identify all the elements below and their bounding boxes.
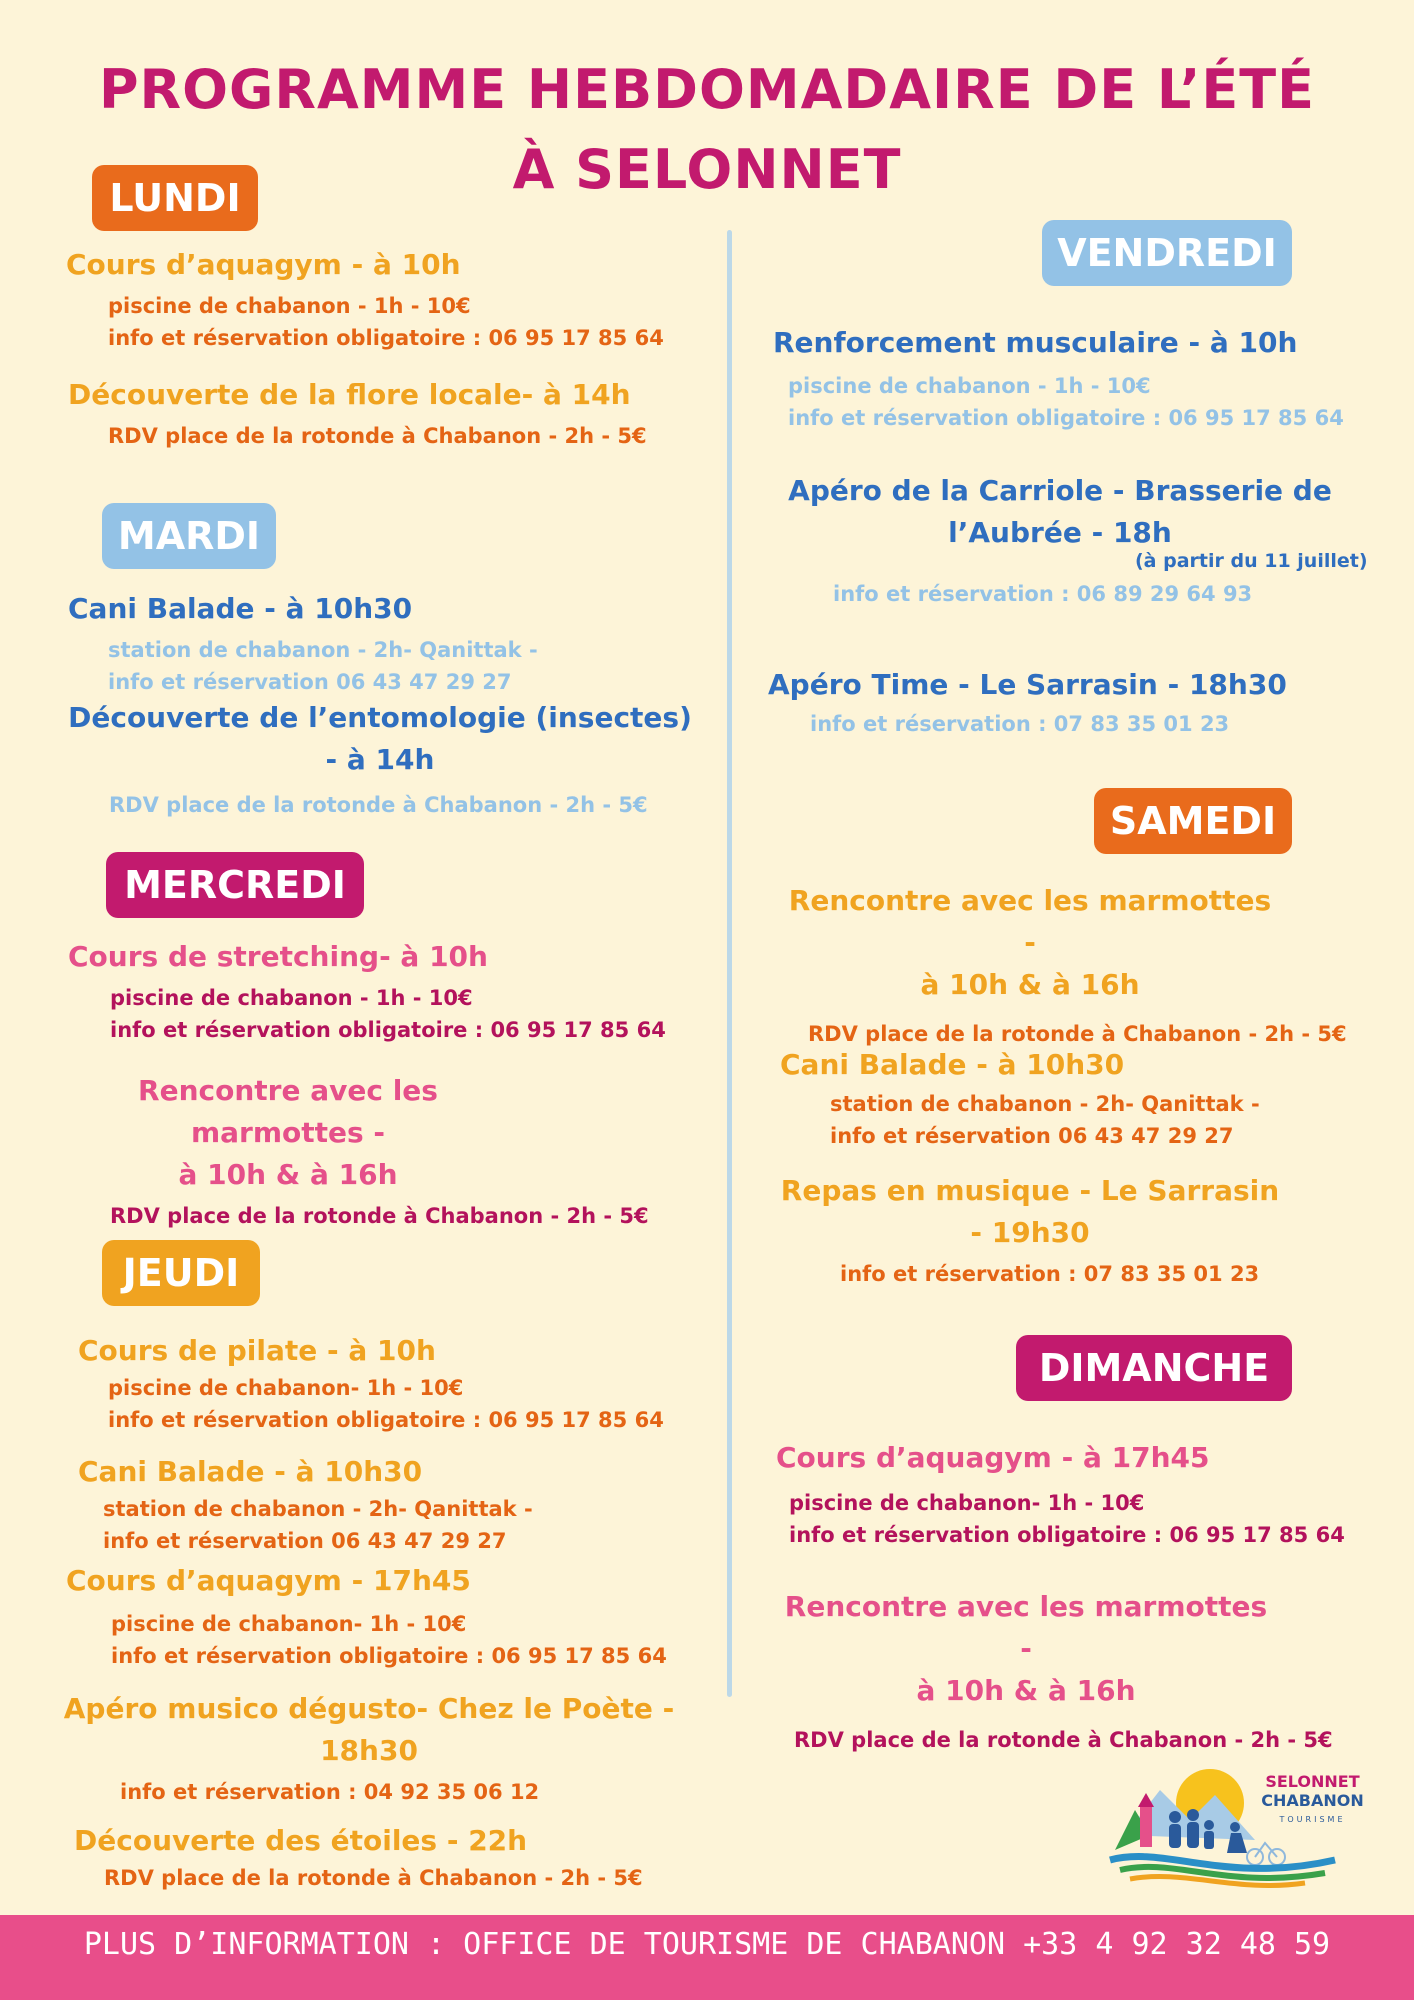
event-detail: RDV place de la rotonde à Chabanon - 2h - 5€ bbox=[808, 1022, 1347, 1046]
event-title: Découverte des étoiles - 22h bbox=[74, 1824, 528, 1857]
event-title: Cani Balade - à 10h30 bbox=[780, 1048, 1125, 1081]
event-detail: info et réservation obligatoire : 06 95 17 85 64 bbox=[108, 326, 664, 350]
event-detail: info et réservation obligatoire : 06 95 17 85 64 bbox=[789, 1523, 1345, 1547]
event-title: Apéro musico dégusto- Chez le Poète - bbox=[63, 1692, 675, 1725]
logo-line3: TOURISME bbox=[1279, 1815, 1346, 1824]
event-mardi-entomologie bbox=[60, 697, 700, 821]
footer-banner bbox=[0, 1915, 1414, 2000]
day-badge-samedi: SAMEDI bbox=[1094, 788, 1292, 854]
event-title: Rencontre avec les marmottes - bbox=[138, 1074, 438, 1149]
day-badge-lundi: LUNDI bbox=[92, 165, 258, 231]
event-detail: info et réservation obligatoire : 06 95 17 85 64 bbox=[110, 1018, 666, 1042]
event-title: Découverte de la flore locale- à 14h bbox=[68, 378, 631, 411]
page-title-line2: À SELONNET bbox=[512, 138, 902, 201]
event-detail: info et réservation 06 43 47 29 27 bbox=[108, 670, 512, 694]
event-dimanche-marmottes bbox=[776, 1586, 1333, 1756]
event-detail: piscine de chabanon - 1h - 10€ bbox=[108, 294, 471, 318]
event-jeudi-aquagym bbox=[66, 1560, 726, 1672]
event-title: à 10h & à 16h bbox=[178, 1158, 398, 1191]
cyclist-icon bbox=[1247, 1843, 1285, 1865]
event-dimanche-aquagym bbox=[776, 1437, 1396, 1551]
event-title: - à 14h bbox=[325, 743, 435, 776]
event-title: Apéro de la Carriole - Brasserie de bbox=[788, 474, 1332, 507]
day-badge-mardi: MARDI bbox=[102, 503, 276, 569]
event-samedi-cani-balade bbox=[780, 1044, 1400, 1152]
event-lundi-aquagym bbox=[66, 244, 706, 354]
event-title: Découverte de l’entomologie (insectes) bbox=[68, 701, 692, 734]
day-badge-mercredi: MERCREDI bbox=[106, 852, 364, 918]
day-badge-vendredi: VENDREDI bbox=[1042, 220, 1292, 286]
event-jeudi-etoiles bbox=[74, 1820, 724, 1894]
event-title: Renforcement musculaire - à 10h bbox=[773, 326, 1298, 359]
event-detail: RDV place de la rotonde à Chabanon - 2h - 5€ bbox=[794, 1728, 1333, 1752]
event-detail: info et réservation : 04 92 35 06 12 bbox=[120, 1780, 540, 1804]
event-detail: piscine de chabanon - 1h - 10€ bbox=[788, 374, 1151, 398]
event-vendredi-carriole bbox=[760, 470, 1368, 610]
event-title: Rencontre avec les marmottes - bbox=[784, 1590, 1268, 1665]
event-mercredi-marmottes bbox=[68, 1070, 649, 1232]
event-title: à 10h & à 16h bbox=[920, 968, 1140, 1001]
event-title: Cani Balade - à 10h30 bbox=[78, 1455, 423, 1488]
page-title-line1: PROGRAMME HEBDOMADAIRE DE L’ÉTÉ bbox=[98, 58, 1316, 121]
event-title: à 10h & à 16h bbox=[916, 1674, 1136, 1707]
event-detail: piscine de chabanon- 1h - 10€ bbox=[111, 1612, 467, 1636]
event-mercredi-stretching bbox=[68, 936, 708, 1046]
event-detail: RDV place de la rotonde à Chabanon - 2h - 5€ bbox=[109, 793, 648, 817]
event-title: Cours d’aquagym - 17h45 bbox=[66, 1564, 471, 1597]
event-detail: piscine de chabanon- 1h - 10€ bbox=[108, 1376, 464, 1400]
event-vendredi-apero-time bbox=[768, 664, 1388, 740]
event-title: Cani Balade - à 10h30 bbox=[68, 592, 413, 625]
event-mardi-cani-balade bbox=[68, 588, 708, 698]
event-detail: info et réservation obligatoire : 06 95 17 85 64 bbox=[108, 1408, 664, 1432]
event-detail: info et réservation 06 43 47 29 27 bbox=[830, 1124, 1234, 1148]
event-detail: info et réservation obligatoire : 06 95 17 85 64 bbox=[788, 406, 1344, 430]
event-jeudi-pilate bbox=[78, 1330, 718, 1436]
event-title: Cours de pilate - à 10h bbox=[78, 1334, 436, 1367]
event-detail: station de chabanon - 2h- Qanittak - bbox=[103, 1497, 533, 1521]
event-detail: station de chabanon - 2h- Qanittak - bbox=[830, 1092, 1260, 1116]
event-jeudi-cani-balade bbox=[78, 1451, 718, 1557]
event-title: Repas en musique - Le Sarrasin bbox=[780, 1174, 1280, 1207]
event-title: Cours de stretching- à 10h bbox=[68, 940, 488, 973]
event-detail: info et réservation obligatoire : 06 95 17 85 64 bbox=[111, 1644, 667, 1668]
event-jeudi-apero-musico bbox=[54, 1688, 684, 1808]
column-divider bbox=[727, 230, 732, 1697]
logo-line1: SELONNET bbox=[1265, 1772, 1360, 1791]
event-detail: info et réservation : 06 89 29 64 93 bbox=[833, 582, 1253, 606]
event-title: Cours d’aquagym - à 10h bbox=[66, 248, 461, 281]
footer-text: PLUS D’INFORMATION : OFFICE DE TOURISME DE CHABANON +33 4 92 32 48 59 bbox=[83, 1927, 1331, 1962]
event-detail: RDV place de la rotonde à Chabanon - 2h - 5€ bbox=[110, 1204, 649, 1228]
event-title: - 19h30 bbox=[970, 1216, 1090, 1249]
event-detail: info et réservation : 07 83 35 01 23 bbox=[840, 1262, 1260, 1286]
event-detail: RDV place de la rotonde à Chabanon - 2h - 5€ bbox=[108, 424, 647, 448]
day-badge-jeudi: JEUDI bbox=[102, 1240, 260, 1306]
event-title: Rencontre avec les marmottes - bbox=[788, 884, 1272, 959]
event-note: (à partir du 11 juillet) bbox=[1135, 550, 1368, 572]
event-samedi-repas-musique bbox=[780, 1170, 1280, 1290]
event-detail: piscine de chabanon- 1h - 10€ bbox=[789, 1491, 1145, 1515]
event-detail: station de chabanon - 2h- Qanittak - bbox=[108, 638, 538, 662]
event-vendredi-renforcement bbox=[773, 322, 1393, 434]
event-detail: info et réservation 06 43 47 29 27 bbox=[103, 1529, 507, 1553]
event-detail: RDV place de la rotonde à Chabanon - 2h - 5€ bbox=[104, 1866, 643, 1890]
day-badge-dimanche: DIMANCHE bbox=[1016, 1335, 1292, 1401]
event-detail: info et réservation : 07 83 35 01 23 bbox=[810, 712, 1230, 736]
event-lundi-flore bbox=[68, 374, 708, 452]
event-samedi-marmottes bbox=[780, 880, 1347, 1050]
logo-text bbox=[1255, 1772, 1370, 1829]
event-title: Cours d’aquagym - à 17h45 bbox=[776, 1441, 1210, 1474]
logo-line2: CHABANON bbox=[1261, 1791, 1364, 1810]
event-detail: piscine de chabanon - 1h - 10€ bbox=[110, 986, 473, 1010]
event-title: 18h30 bbox=[320, 1734, 418, 1767]
event-title: l’Aubrée - 18h bbox=[948, 516, 1172, 549]
event-title: Apéro Time - Le Sarrasin - 18h30 bbox=[768, 668, 1287, 701]
